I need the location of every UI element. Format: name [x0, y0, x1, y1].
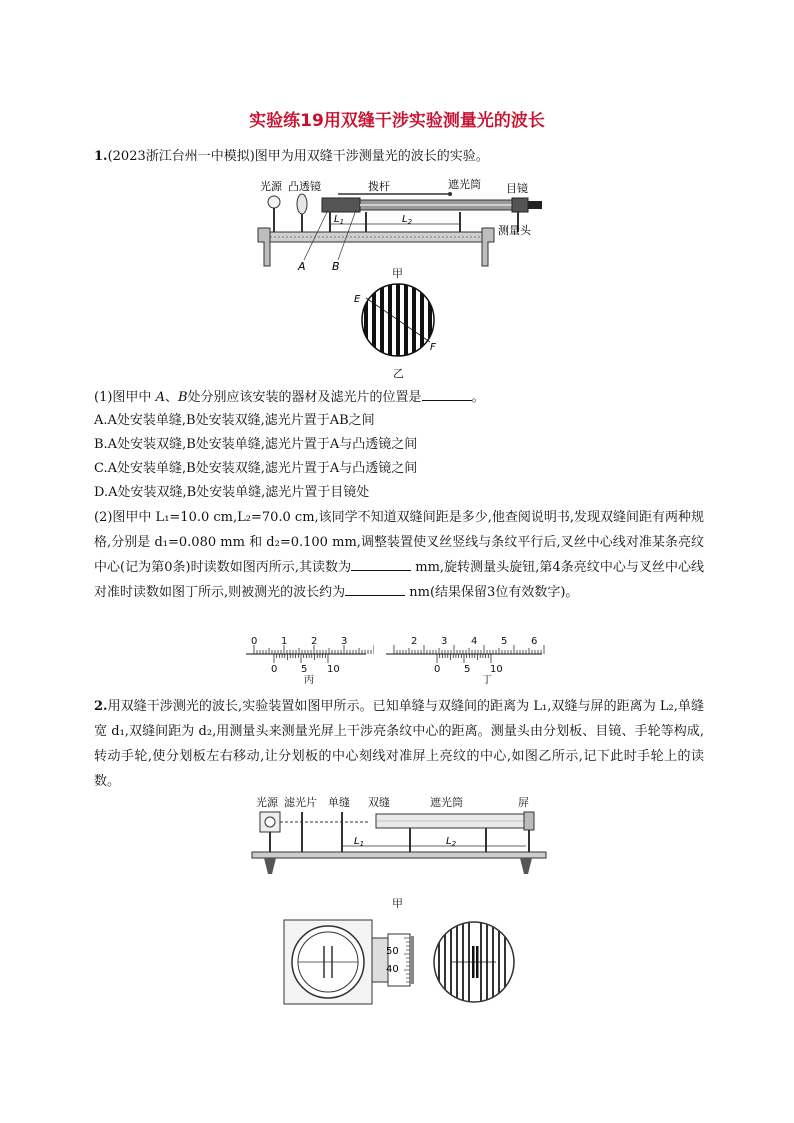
- q1-option-a: A.A处安装单缝,B处安装双缝,滤光片置于AB之间: [94, 413, 375, 428]
- svg-text:3: 3: [341, 636, 348, 647]
- label-L1: $L_1$: [334, 214, 345, 226]
- q1-yi-caption: 乙: [393, 367, 404, 380]
- q2-stem: 2.用双缝干涉测光的波长,实验装置如图甲所示。已知单缝与双缝间的距离为 L₁,双缝与屏的距离为 L₂,单缝宽 d₁,双缝间距为 d₂,用测量头来测量光屏上干涉亮条纹中心的距离。测量头由分划板、目镜、手轮等构成,转动手轮,使分划板左右移动,让分划板的中心刻线对准屏上亮纹的中心,如图乙所示,记下此时手轮上的读数。: [94, 699, 704, 789]
- label-F: F: [430, 342, 436, 353]
- q2-label-L2: $L_2$: [446, 836, 457, 848]
- q1-part1-stem: (1)图甲中 A、B处分别应该安装的器材及滤光片的位置是 。: [94, 390, 485, 405]
- q2-label-filter: 滤光片: [284, 796, 317, 809]
- bing-caption: 丙: [304, 675, 314, 684]
- q1-stem: [94, 149, 704, 165]
- q1-number: 1.: [94, 149, 108, 164]
- svg-text:2: 2: [411, 636, 418, 647]
- svg-text:4: 4: [471, 636, 478, 647]
- svg-text:5: 5: [464, 664, 471, 675]
- q1-figure-jia: [250, 178, 550, 278]
- measuring-head: [512, 198, 528, 212]
- q1-figure-bing: [242, 632, 374, 684]
- label-lens: 凸透镜: [288, 180, 321, 193]
- q1-jia-caption: 甲: [392, 267, 403, 280]
- answer-blank-1[interactable]: [422, 388, 472, 401]
- label-light-source: 光源: [260, 180, 282, 193]
- label-measuring-head: 测量头: [498, 224, 531, 237]
- q2-bench: [252, 852, 546, 858]
- ding-caption: 丁: [482, 675, 492, 684]
- svg-text:3: 3: [441, 636, 448, 647]
- label-E: E: [354, 294, 361, 305]
- svg-text:0: 0: [271, 664, 278, 675]
- svg-text:0: 0: [251, 636, 258, 647]
- q2-dial-40: 40: [386, 964, 399, 975]
- q2-label-light: 光源: [256, 796, 278, 809]
- label-eyepiece: 目镜: [506, 182, 528, 195]
- svg-text:10: 10: [327, 664, 340, 675]
- svg-text:6: 6: [531, 636, 538, 647]
- q2-eyepiece-view: [432, 916, 516, 1008]
- q1-figure-yi: [352, 280, 442, 364]
- svg-text:2: 2: [311, 636, 318, 647]
- q1-option-b: B.A处安装双缝,B处安装单缝,滤光片置于A与凸透镜之间: [94, 437, 418, 452]
- q2-label-L1: $L_1$: [354, 836, 365, 848]
- q2-screen: [524, 812, 534, 830]
- q2-handwheel: [372, 938, 388, 982]
- label-L2: $L_2$: [402, 214, 413, 226]
- q2-label-double: 双缝: [368, 796, 390, 809]
- q1-option-d: D.A处安装双缝,B处安装单缝,滤光片置于目镜处: [94, 485, 370, 500]
- q2-jia-caption: 甲: [392, 897, 403, 910]
- q2-label-screen: 屏: [518, 796, 529, 809]
- label-B: B: [332, 260, 340, 273]
- q2-figure-yi: [282, 916, 532, 1008]
- rail-right-leg: [482, 228, 494, 266]
- eyepiece-icon: [528, 201, 542, 209]
- q2-dial-50: 50: [386, 946, 399, 957]
- q2-figure-jia: [250, 794, 550, 886]
- svg-text:0: 0: [434, 664, 441, 675]
- svg-text:1: 1: [281, 636, 288, 647]
- bulb-icon: [268, 196, 280, 208]
- q1-figure-ding: [382, 632, 546, 684]
- q1-part2: (2)图甲中 L₁=10.0 cm,L₂=70.0 cm,该同学不知道双缝间距是多少,他查阅说明书,发现双缝间距有两种规格,分别是 d₁=0.080 mm 和 d₂=0.100 mm,调整装置使叉丝竖线与条纹平行后,叉丝中心线对准某条亮纹中心(记为第0条)时读数如图丙所示,其读数为 mm,旋转测量头旋钮,第4条亮纹中心与叉丝中心线对准时读数如图丁所示,则被测光的波长约为 nm(结果保留3位有效数字)。: [94, 510, 704, 600]
- lens-icon: [297, 194, 307, 214]
- svg-text:5: 5: [301, 664, 308, 675]
- svg-text:5: 5: [501, 636, 508, 647]
- q2-label-single: 单缝: [328, 796, 350, 809]
- rail-left-leg: [258, 228, 270, 266]
- page-title: 实验练19用双缝干涉实验测量光的波长: [249, 111, 545, 131]
- q2-label-tube: 遮光筒: [430, 796, 463, 809]
- label-tube: 遮光筒: [448, 178, 481, 191]
- q1-option-c: C.A处安装单缝,B处安装双缝,滤光片置于A与凸透镜之间: [94, 461, 418, 476]
- q1-stem-text: (2023浙江台州一中模拟)图甲为用双缝干涉测量光的波长的实验。: [107, 149, 489, 164]
- svg-text:10: 10: [490, 664, 503, 675]
- answer-blank-3[interactable]: [345, 583, 405, 596]
- label-A: A: [298, 260, 306, 273]
- answer-blank-2[interactable]: [351, 558, 411, 571]
- label-rod: 拨杆: [368, 180, 390, 193]
